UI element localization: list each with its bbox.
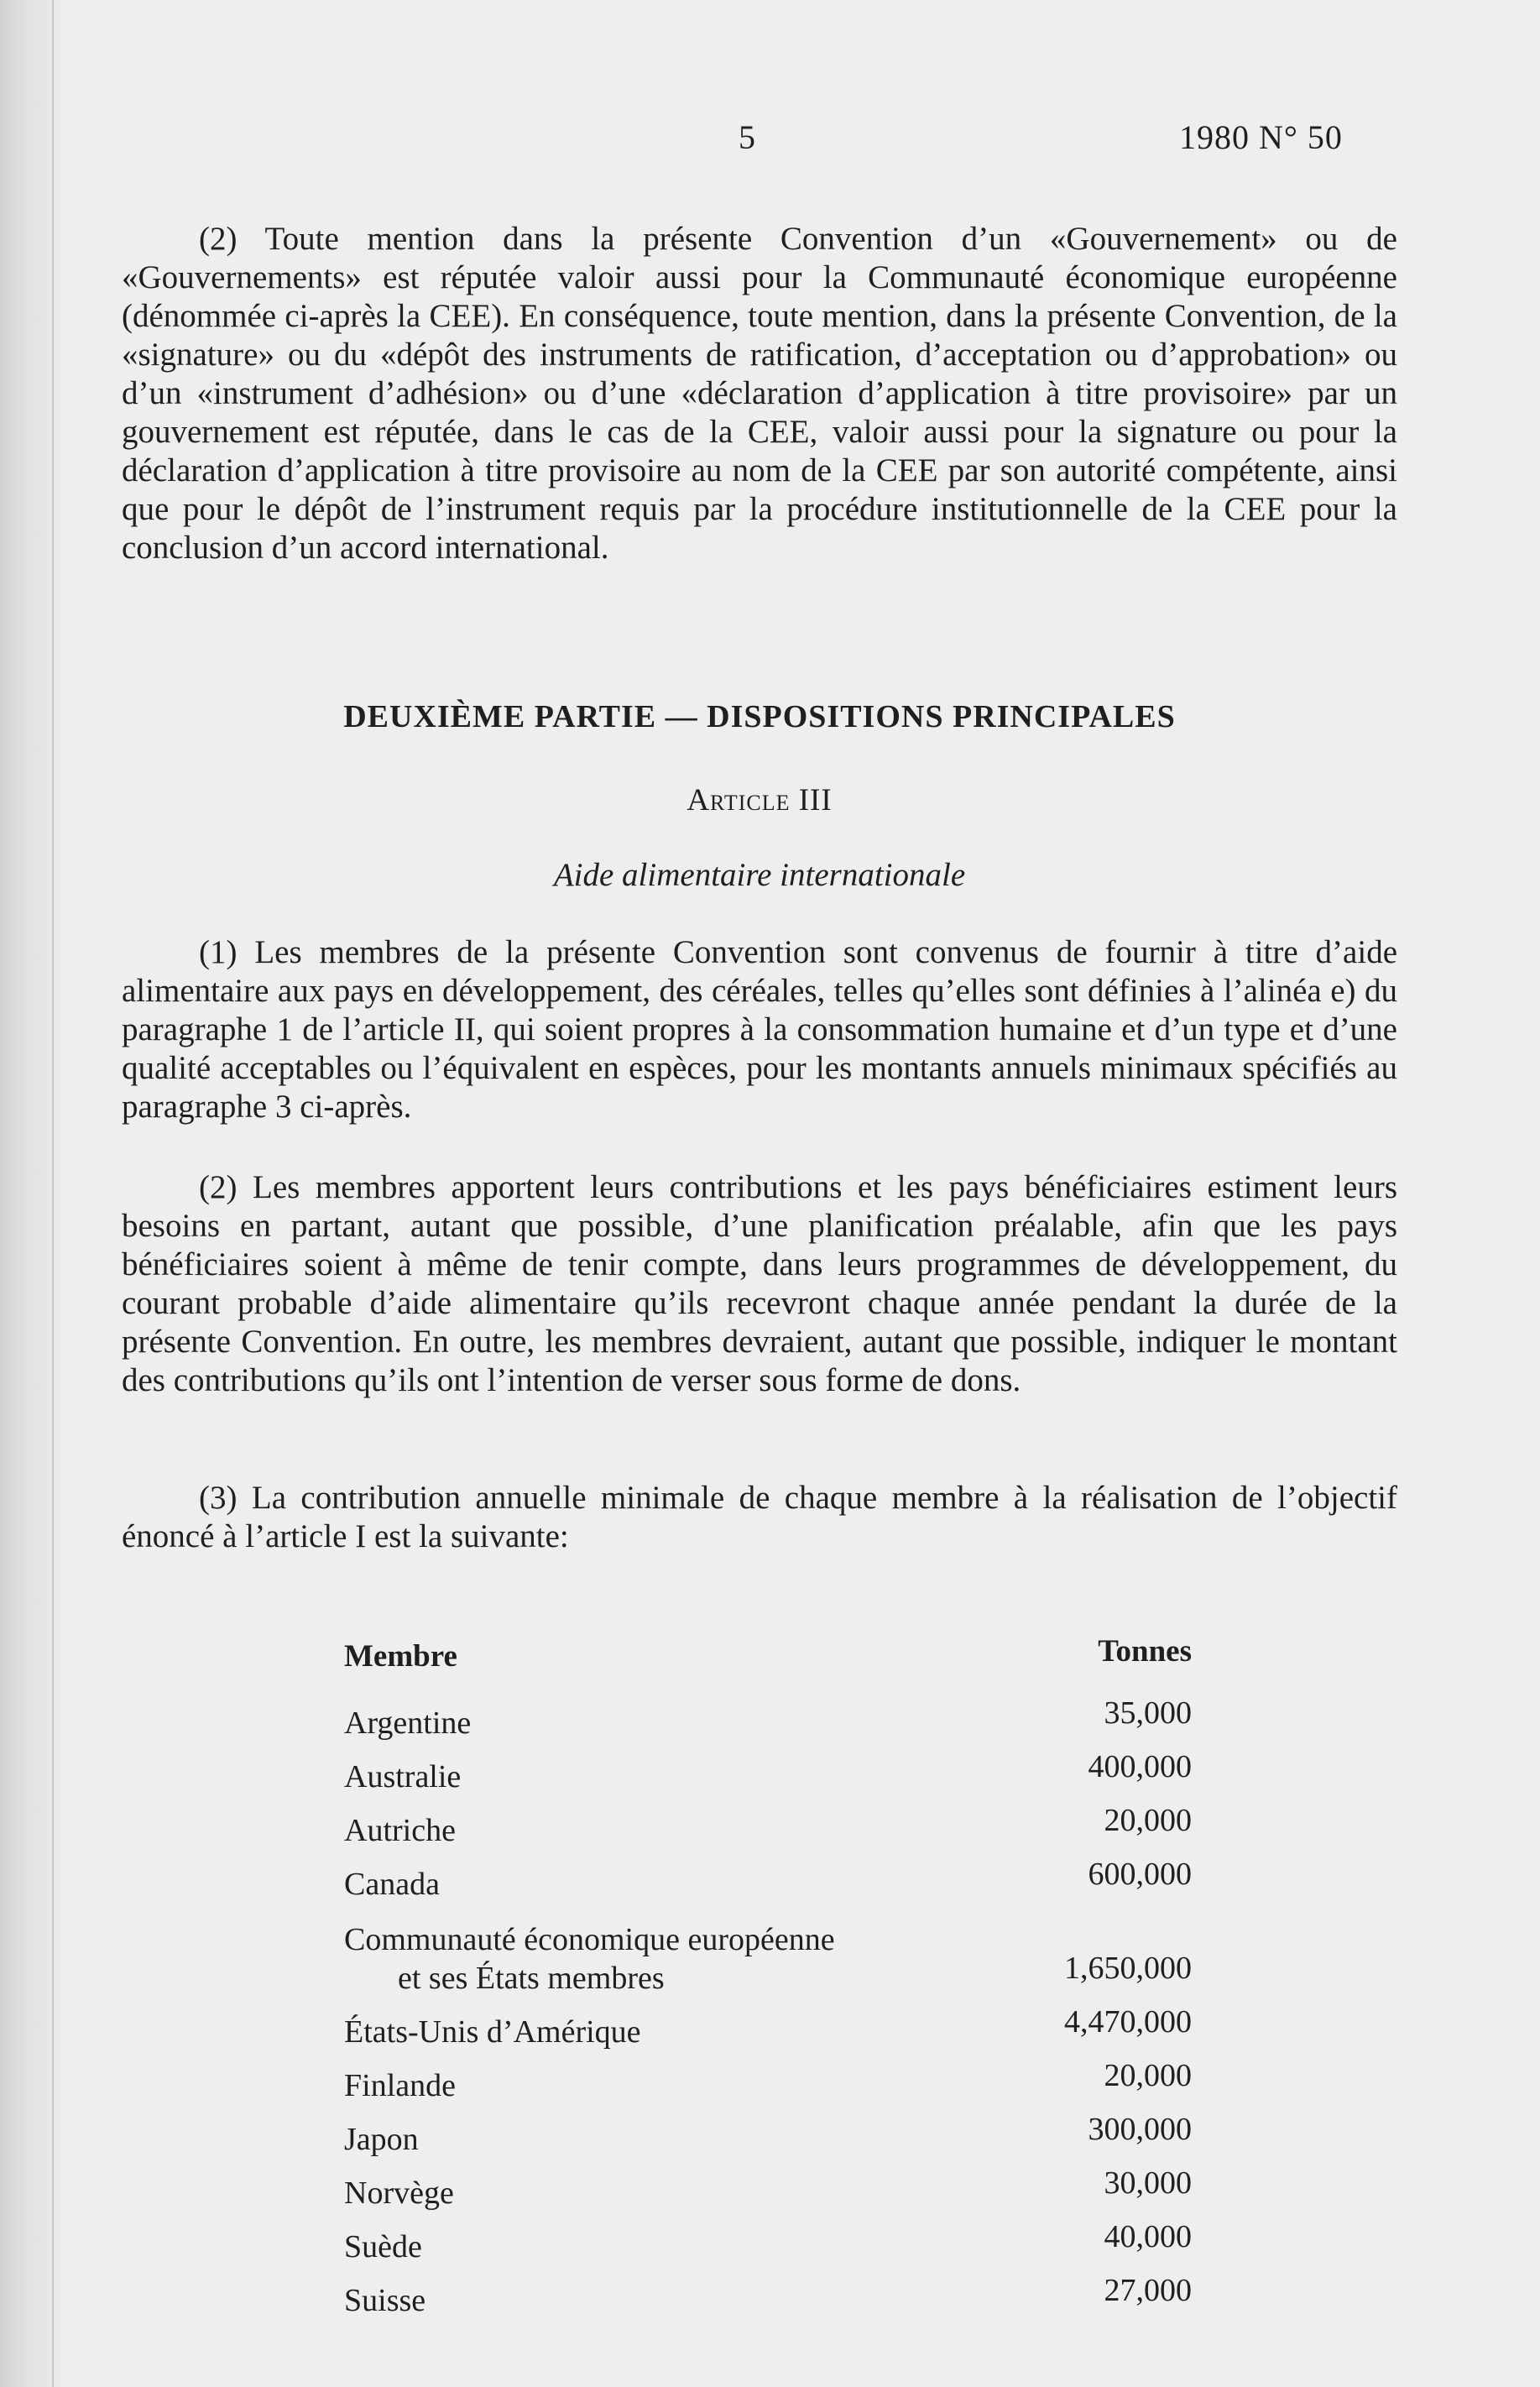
member-name-multiline bbox=[344, 1920, 982, 1998]
table-row bbox=[344, 1912, 1192, 2006]
table-row bbox=[344, 2167, 1192, 2221]
member-name: Norvège bbox=[344, 2175, 454, 2211]
article-subtitle: Aide alimentaire internationale bbox=[553, 857, 966, 893]
article-3-paragraph-1: (1) Les membres de la présente Convention sont convenus de fournir à titre d’aide alimentaire aux pays en développement, des céréales, telles qu’elles sont définies à l’alinéa e) du paragraphe 1 de l’article II, qui soient propres à la consommation humaine et d’un type et d’une qualité acceptables ou l’équivalent en espèces, pour les montants annuels minimaux spécifiés au paragraphe 3 ci-après. bbox=[122, 934, 1397, 1125]
member-name: Argentine bbox=[344, 1705, 472, 1741]
table-row bbox=[344, 1697, 1192, 1751]
table-row bbox=[344, 1751, 1192, 1805]
contributions-table bbox=[344, 1697, 1192, 2328]
member-tonnes: 40,000 bbox=[1104, 2219, 1192, 2254]
page-number: 5 bbox=[739, 118, 755, 156]
member-name: Canada bbox=[344, 1867, 440, 1902]
member-tonnes: 300,000 bbox=[1088, 2112, 1192, 2147]
member-name: Suisse bbox=[344, 2283, 426, 2318]
paragraph-2-definition: (2) Toute mention dans la présente Convention d’un «Gouvernement» ou de «Gouvernements» est réputée valoir aussi pour la Communauté économique européenne (dénommée ci-après la CEE). En conséquence, toute mention, dans la présente Convention, de la «signature» ou du «dépôt des instruments de ratification, d’acceptation ou d’approbation» ou d’un «instrument d’adhésion» ou d’une «déclaration d’application à titre provisoire» par un gouvernement est réputée, dans le cas de la CEE, valoir aussi pour la signature ou pour la déclaration d’application à titre provisoire au nom de la CEE par son autorité compétente, ainsi que pour le dépôt de l’instrument requis par la procédure institutionnelle de la CEE pour la conclusion d’un accord international. bbox=[122, 221, 1397, 566]
document-reference: 1980 N° 50 bbox=[1179, 118, 1343, 156]
member-tonnes: 1,650,000 bbox=[1064, 1951, 1192, 1986]
part-title: DEUXIÈME PARTIE — DISPOSITIONS PRINCIPALES bbox=[343, 699, 1176, 734]
table-row bbox=[344, 2221, 1192, 2275]
article-title: Article III bbox=[686, 783, 833, 817]
member-tonnes: 20,000 bbox=[1104, 2058, 1192, 2093]
page-gutter-line bbox=[52, 0, 54, 2387]
member-tonnes: 20,000 bbox=[1104, 1803, 1192, 1838]
member-tonnes: 600,000 bbox=[1088, 1857, 1192, 1892]
member-tonnes: 35,000 bbox=[1104, 1695, 1192, 1731]
member-name: Suède bbox=[344, 2229, 422, 2264]
article-3-paragraph-2: (2) Les membres apportent leurs contributions et les pays bénéficiaires estiment leurs besoins en partant, autant que possible, d’une planification préalable, afin que les pays bénéficiaires soient à même de tenir compte, dans leurs programmes de développement, du courant probable d’aide alimentaire qu’ils recevront chaque année pendant la durée de la présente Convention. En outre, les membres devraient, autant que possible, indiquer le montant des contributions qu’ils ont l’intention de verser sous forme de dons. bbox=[122, 1169, 1397, 1398]
member-name: Japon bbox=[344, 2122, 419, 2157]
member-name: Communauté économique européenne bbox=[344, 1922, 835, 1957]
table-row bbox=[344, 1858, 1192, 1912]
table-header-member: Membre bbox=[344, 1639, 457, 1674]
page-header bbox=[0, 118, 1540, 168]
table-row bbox=[344, 2113, 1192, 2167]
member-tonnes: 30,000 bbox=[1104, 2165, 1192, 2201]
member-name-continuation: et ses États membres bbox=[398, 1961, 665, 1996]
member-name: Autriche bbox=[344, 1813, 456, 1848]
member-name: Australie bbox=[344, 1759, 462, 1794]
table-header-tonnes: Tonnes bbox=[1098, 1634, 1192, 1669]
article-3-paragraph-3: (3) La contribution annuelle minimale de chaque membre à la réalisation de l’objectif énoncé à l’article I est la suivante: bbox=[122, 1480, 1397, 1554]
member-name: États-Unis d’Amérique bbox=[344, 2014, 641, 2050]
member-tonnes: 27,000 bbox=[1104, 2273, 1192, 2308]
member-name: Finlande bbox=[344, 2068, 456, 2103]
table-row bbox=[344, 2060, 1192, 2113]
member-tonnes: 4,470,000 bbox=[1064, 2004, 1192, 2040]
table-row bbox=[344, 2275, 1192, 2328]
table-row bbox=[344, 1805, 1192, 1858]
table-row bbox=[344, 2006, 1192, 2060]
member-tonnes: 400,000 bbox=[1088, 1749, 1192, 1784]
